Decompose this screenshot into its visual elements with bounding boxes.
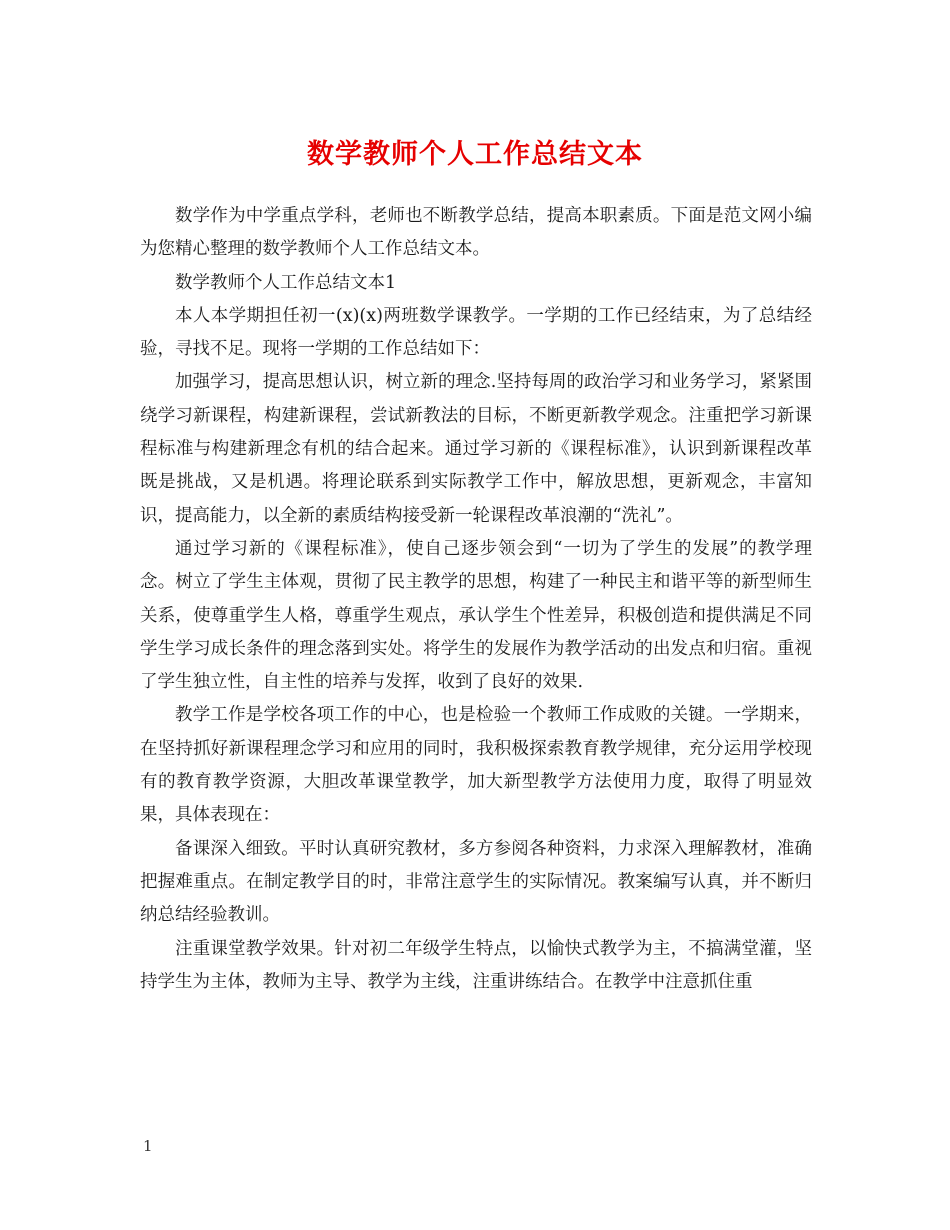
document-title: 数学教师个人工作总结文本 bbox=[307, 139, 643, 170]
paragraph-study: 加强学习，提高思想认识，树立新的理念.坚持每周的政治学习和业务学习，紧紧围绕学习新课程，构建新课程，尝试新教法的目标，不断更新教学观念。注重把学习新课程标准与构建新理念有机的结合起来。通过学习新的《课程标准》，认识到新课程改革既是挑战，又是机遇。将理论联系到实际教学工作中，解放思想，更新观念，丰富知识，提高能力，以全新的素质结构接受新一轮课程改革浪潮的“洗礼”。 bbox=[140, 372, 812, 526]
paragraph-curriculum: 通过学习新的《课程标准》，使自己逐步领会到“一切为了学生的发展”的教学理念。树立了学生主体观，贯彻了民主教学的思想，构建了一种民主和谐平等的新型师生关系，使尊重学生人格，尊重学生观点，承认学生个性差异，积极创造和提供满足不同学生学习成长条件的理念落到实处。将学生的发展作为教学活动的出发点和归宿。重视了学生独立性，自主性的培养与发挥，收到了良好的效果. bbox=[140, 538, 812, 693]
document-body bbox=[140, 200, 812, 999]
paragraph-classroom: 注重课堂教学效果。针对初二年级学生特点，以愉快式教学为主，不搞满堂灌，坚持学生为主体，教师为主导、教学为主线，注重讲练结合。在教学中注意抓住重 bbox=[140, 938, 812, 992]
paragraph-lesson-prep: 备课深入细致。平时认真研究教材，多方参阅各种资料，力求深入理解教材，准确把握难重点。在制定教学目的时，非常注意学生的实际情况。教案编写认真，并不断归纳总结经验教训。 bbox=[140, 838, 812, 926]
paragraph-teaching-work: 教学工作是学校各项工作的中心，也是检验一个教师工作成败的关键。一学期来，在坚持抓好新课程理念学习和应用的同时，我积极探索教育教学规律，充分运用学校现有的教育教学资源，大胆改革课堂教学，加大新型教学方法使用力度，取得了明显效果，具体表现在： bbox=[140, 705, 812, 826]
page-number: 1 bbox=[143, 1137, 153, 1155]
paragraph-intro: 数学作为中学重点学科，老师也不断教学总结，提高本职素质。下面是范文网小编为您精心整理的数学教师个人工作总结文本。 bbox=[140, 206, 812, 260]
paragraph-assignment: 本人本学期担任初一(x)(x)两班数学课教学。一学期的工作已经结束，为了总结经验，寻找不足。现将一学期的工作总结如下： bbox=[140, 305, 812, 360]
paragraph-section-heading: 数学教师个人工作总结文本1 bbox=[175, 272, 397, 293]
